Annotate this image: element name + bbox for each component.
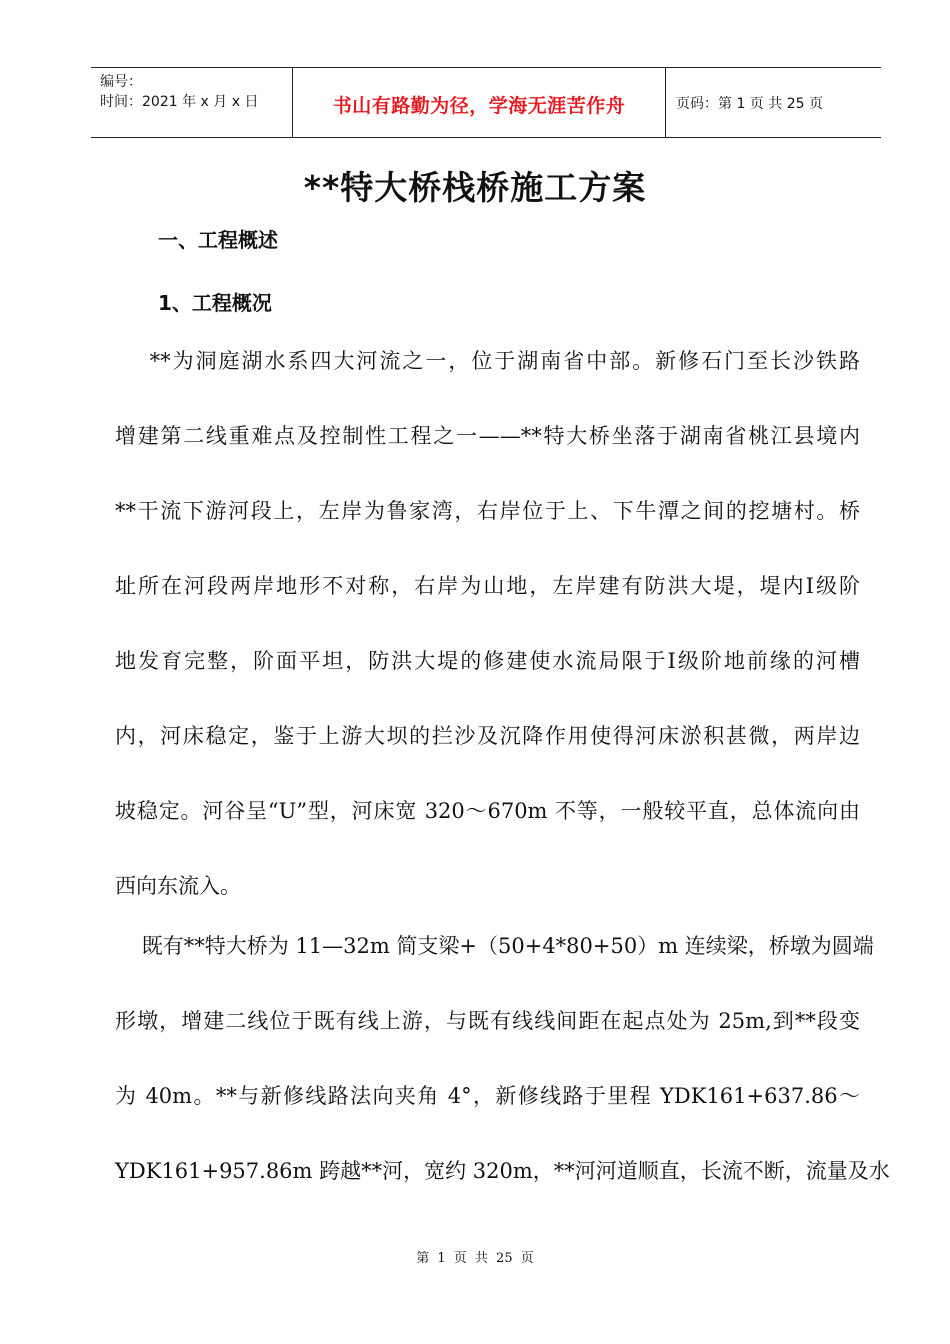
document-header xyxy=(91,67,881,138)
page-footer: 第 1 页 共 25 页 xyxy=(416,1251,534,1266)
header-meta-cell xyxy=(91,68,293,137)
header-motto: 书山有路勤为径，学海无涯苦作舟 xyxy=(332,95,626,117)
document-title: **特大桥栈桥施工方案 xyxy=(303,168,647,207)
paragraph-line: 西向东流入。 xyxy=(115,874,241,898)
paragraph-line: 既有**特大桥为 11—32m 简支梁+（50+4*80+50）m 连续梁，桥墩为圆端 xyxy=(115,934,874,958)
paragraph-line: 增建第二线重难点及控制性工程之一——**特大桥坐落于湖南省桃江县境内 xyxy=(115,424,860,448)
paragraph-line: YDK161+957.86m 跨越**河，宽约 320m，**河河道顺直，长流不断，流量及水 xyxy=(115,1159,890,1183)
paragraph-line: **干流下游河段上，左岸为鲁家湾，右岸位于上、下牛潭之间的挖塘村。桥 xyxy=(115,499,860,523)
document-number-label: 编号： xyxy=(100,74,142,90)
paragraph-line: **为洞庭湖水系四大河流之一，位于湖南省中部。新修石门至长沙铁路 xyxy=(115,349,860,373)
header-page-cell xyxy=(666,68,881,137)
subsection-heading: 1、工程概况 xyxy=(158,291,272,315)
section-heading: 一、工程概述 xyxy=(158,228,278,252)
document-time-label: 时间：2021 年 x 月 x 日 xyxy=(100,94,259,110)
header-page-info: 页码：第 1 页 共 25 页 xyxy=(676,95,823,112)
paragraph-line: 址所在河段两岸地形不对称，右岸为山地，左岸建有防洪大堤，堤内Ⅰ级阶 xyxy=(115,574,860,598)
header-motto-cell xyxy=(293,68,666,137)
paragraph-line: 内，河床稳定，鉴于上游大坝的拦沙及沉降作用使得河床淤积甚微，两岸边 xyxy=(115,724,860,748)
paragraph-line: 地发育完整，阶面平坦，防洪大堤的修建使水流局限于Ⅰ级阶地前缘的河槽 xyxy=(115,649,860,673)
paragraph-line: 坡稳定。河谷呈“U”型，河床宽 320～670m 不等，一般较平直，总体流向由 xyxy=(115,799,860,823)
paragraph-line: 为 40m。**与新修线路法向夹角 4°，新修线路于里程 YDK161+637.86～ xyxy=(115,1084,860,1108)
paragraph-line: 形墩，增建二线位于既有线上游，与既有线线间距在起点处为 25m,到**段变 xyxy=(115,1009,860,1033)
